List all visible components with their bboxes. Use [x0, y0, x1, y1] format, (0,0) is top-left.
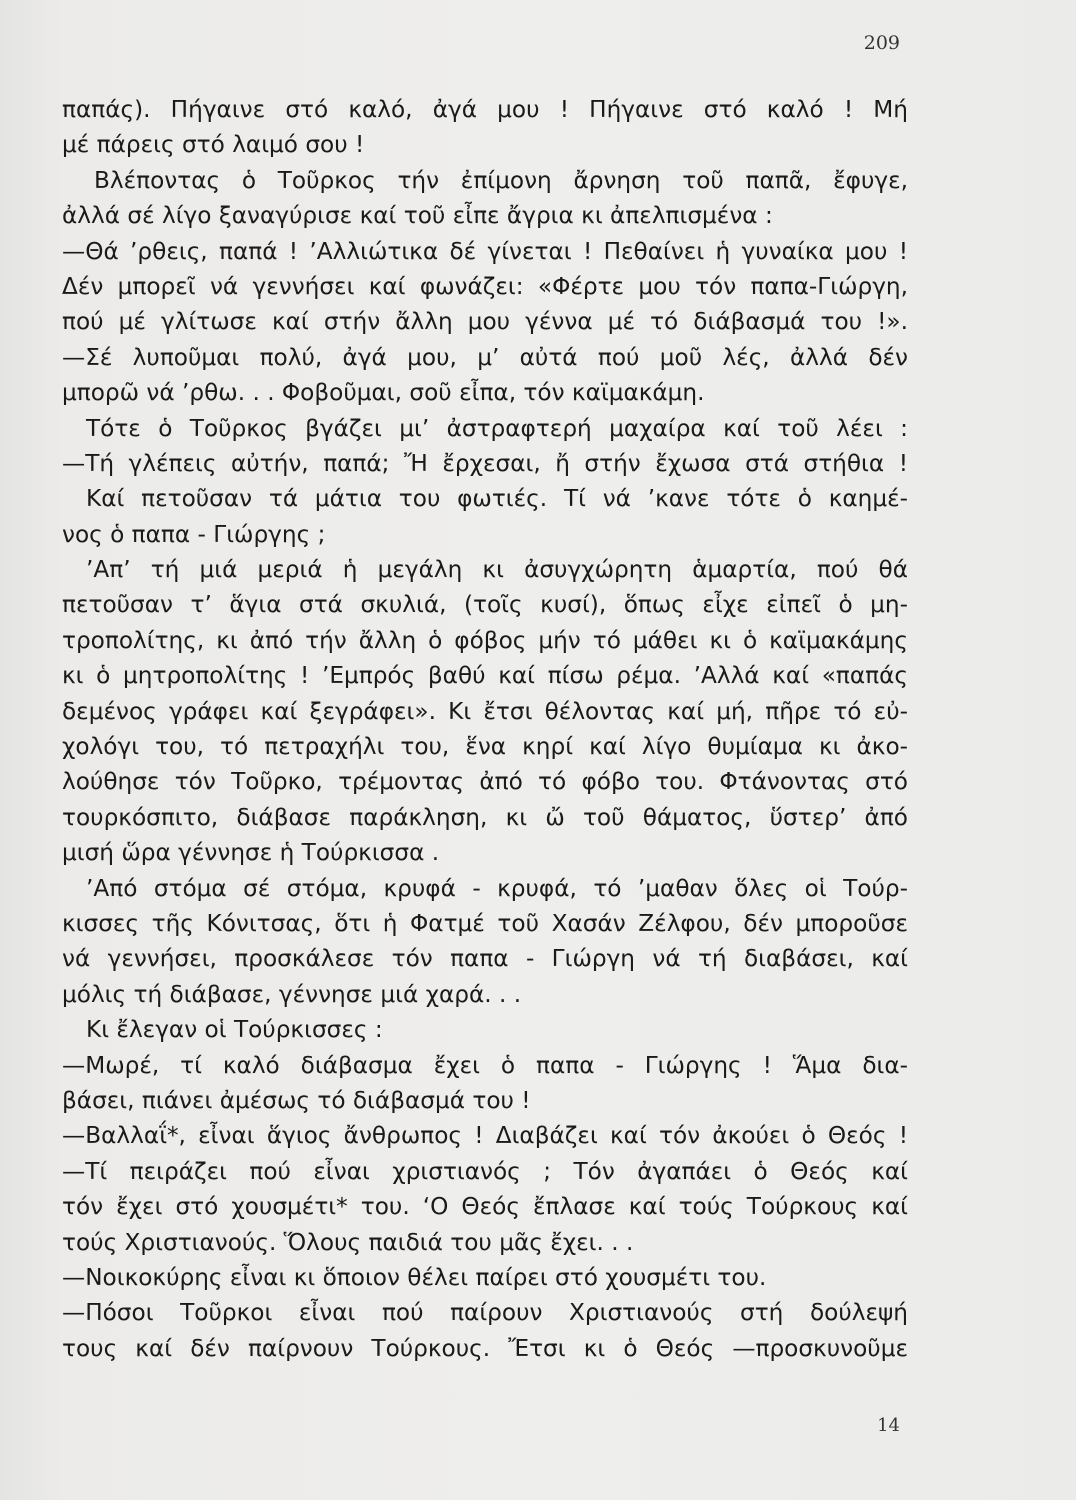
page-number: 209	[863, 32, 900, 54]
text-line: ’Από στόμα σέ στόμα, κρυφά - κρυφά, τό ’μαθαν ὅλες οἱ Τούρ-	[86, 874, 908, 902]
text-line: κι ὁ μητροπολίτης ! ’Εμπρός βαθύ καί πίσω ρέμα. ’Αλλά καί «παπάς	[62, 662, 908, 690]
text-line: νος ὁ παπα - Γιώργης ;	[62, 520, 326, 548]
text-line: Τότε ὁ Τοῦρκος βγάζει μι’ ἀστραφτερή μαχαίρα καί τοῦ λέει :	[86, 414, 908, 442]
text-line: —Μωρέ, τί καλό διάβασμα ἔχει ὁ παπα - Γιώργης ! Ἅμα δια-	[62, 1051, 908, 1079]
text-line: πού μέ γλίτωσε καί στήν ἄλλη μου γέννα μέ τό διάβασμά του !».	[62, 308, 908, 336]
text-line: —Τή γλέπεις αὐτήν, παπά; Ἤ ἔρχεσαι, ἤ στήν ἔχωσα στά στήθια !	[62, 449, 908, 477]
signature-mark: 14	[877, 1415, 900, 1436]
text-line: λούθησε τόν Τοῦρκο, τρέμοντας ἀπό τό φόβο του. Φτάνοντας στό	[62, 768, 908, 796]
text-line: τούς Χριστιανούς. Ὅλους παιδιά του μᾶς ἔχει. . .	[62, 1228, 634, 1256]
text-line: τροπολίτης, κι ἀπό τήν ἄλλη ὁ φόβος μήν τό μάθει κι ὁ καϊμακάμης	[62, 626, 908, 654]
text-line: —Θά ’ρθεις, παπά ! ’Αλλιώτικα δέ γίνεται ! Πεθαίνει ἡ γυναίκα μου !	[62, 237, 908, 265]
text-line: Δέν μπορεῖ νά γεννήσει καί φωνάζει: «Φέρτε μου τόν παπα-Γιώργη,	[62, 272, 908, 300]
text-line: τους καί δέν παίρνουν Τούρκους. Ἔτσι κι ὁ Θεός —προσκυνοῦμε	[62, 1334, 908, 1362]
text-line: μπορῶ νά ’ρθω. . . Φοβοῦμαι, σοῦ εἶπα, τόν καϊμακάμη.	[62, 379, 705, 407]
text-line: —Τί πειράζει πού εἶναι χριστιανός ; Τόν ἀγαπάει ὁ Θεός καί	[62, 1157, 908, 1185]
text-line: Κι ἔλεγαν οἱ Τούρκισσες :	[86, 1016, 383, 1044]
text-line: τουρκόσπιτο, διάβασε παράκληση, κι ὤ τοῦ θάματος, ὕστερ’ ἀπό	[62, 803, 908, 831]
text-line: χολόγι του, τό πετραχήλι του, ἕνα κηρί καί λίγο θυμίαμα κι ἀκο-	[62, 733, 908, 761]
text-line: τόν ἔχει στό χουσμέτι* του. ‘Ο Θεός ἔπλασε καί τούς Τούρκους καί	[62, 1193, 908, 1221]
text-line: ’Απ’ τή μιά μεριά ἡ μεγάλη κι ἀσυγχώρητη ἁμαρτία, πού θά	[86, 556, 908, 584]
text-line: —Πόσοι Τοῦρκοι εἶναι πού παίρουν Χριστιανούς στή δούλεψή	[62, 1299, 908, 1327]
text-line: μόλις τή διάβασε, γέννησε μιά χαρά. . .	[62, 980, 522, 1008]
text-line: νά γεννήσει, προσκάλεσε τόν παπα - Γιώργη νά τή διαβάσει, καί	[62, 945, 908, 973]
text-line: κισσες τῆς Κόνιτσας, ὅτι ἡ Φατμέ τοῦ Χασάν Ζέλφου, δέν μποροῦσε	[62, 909, 908, 937]
text-line: —Σέ λυποῦμαι πολύ, ἀγά μου, μ’ αὐτά πού μοῦ λές, ἀλλά δέν	[62, 343, 908, 371]
text-line: παπάς). Πήγαινε στό καλό, ἀγά μου ! Πήγαινε στό καλό ! Μή	[62, 96, 908, 123]
text-line: μισή ὥρα γέννησε ἡ Τούρκισσα .	[62, 839, 440, 867]
body-text	[62, 92, 908, 1366]
text-line: πετοῦσαν τ’ ἅγια στά σκυλιά, (τοῖς κυσί), ὅπως εἶχε εἰπεῖ ὁ μη-	[62, 591, 908, 619]
text-line: Καί πετοῦσαν τά μάτια του φωτιές. Τί νά ’κανε τότε ὁ καημέ-	[86, 485, 908, 513]
text-line: βάσει, πιάνει ἀμέσως τό διάβασμά του !	[62, 1086, 531, 1114]
text-line: —Βαλλαΐ*, εἶναι ἅγιος ἄνθρωπος ! Διαβάζει καί τόν ἀκούει ὁ Θεός !	[62, 1122, 908, 1150]
text-line: Βλέποντας ὁ Τοῦρκος τήν ἐπίμονη ἄρνηση τοῦ παπᾶ, ἔφυγε,	[94, 166, 908, 194]
text-line: —Νοικοκύρης εἶναι κι ὅποιον θέλει παίρει στό χουσμέτι του.	[62, 1263, 767, 1291]
text-line: δεμένος γράφει καί ξεγράφει». Κι ἔτσι θέλοντας καί μή, πῆρε τό εὐ-	[62, 697, 908, 725]
text-line: ἀλλά σέ λίγο ξαναγύρισε καί τοῦ εἶπε ἄγρια κι ἀπελπισμένα :	[62, 202, 773, 230]
text-line: μέ πάρεις στό λαιμό σου !	[62, 131, 365, 159]
